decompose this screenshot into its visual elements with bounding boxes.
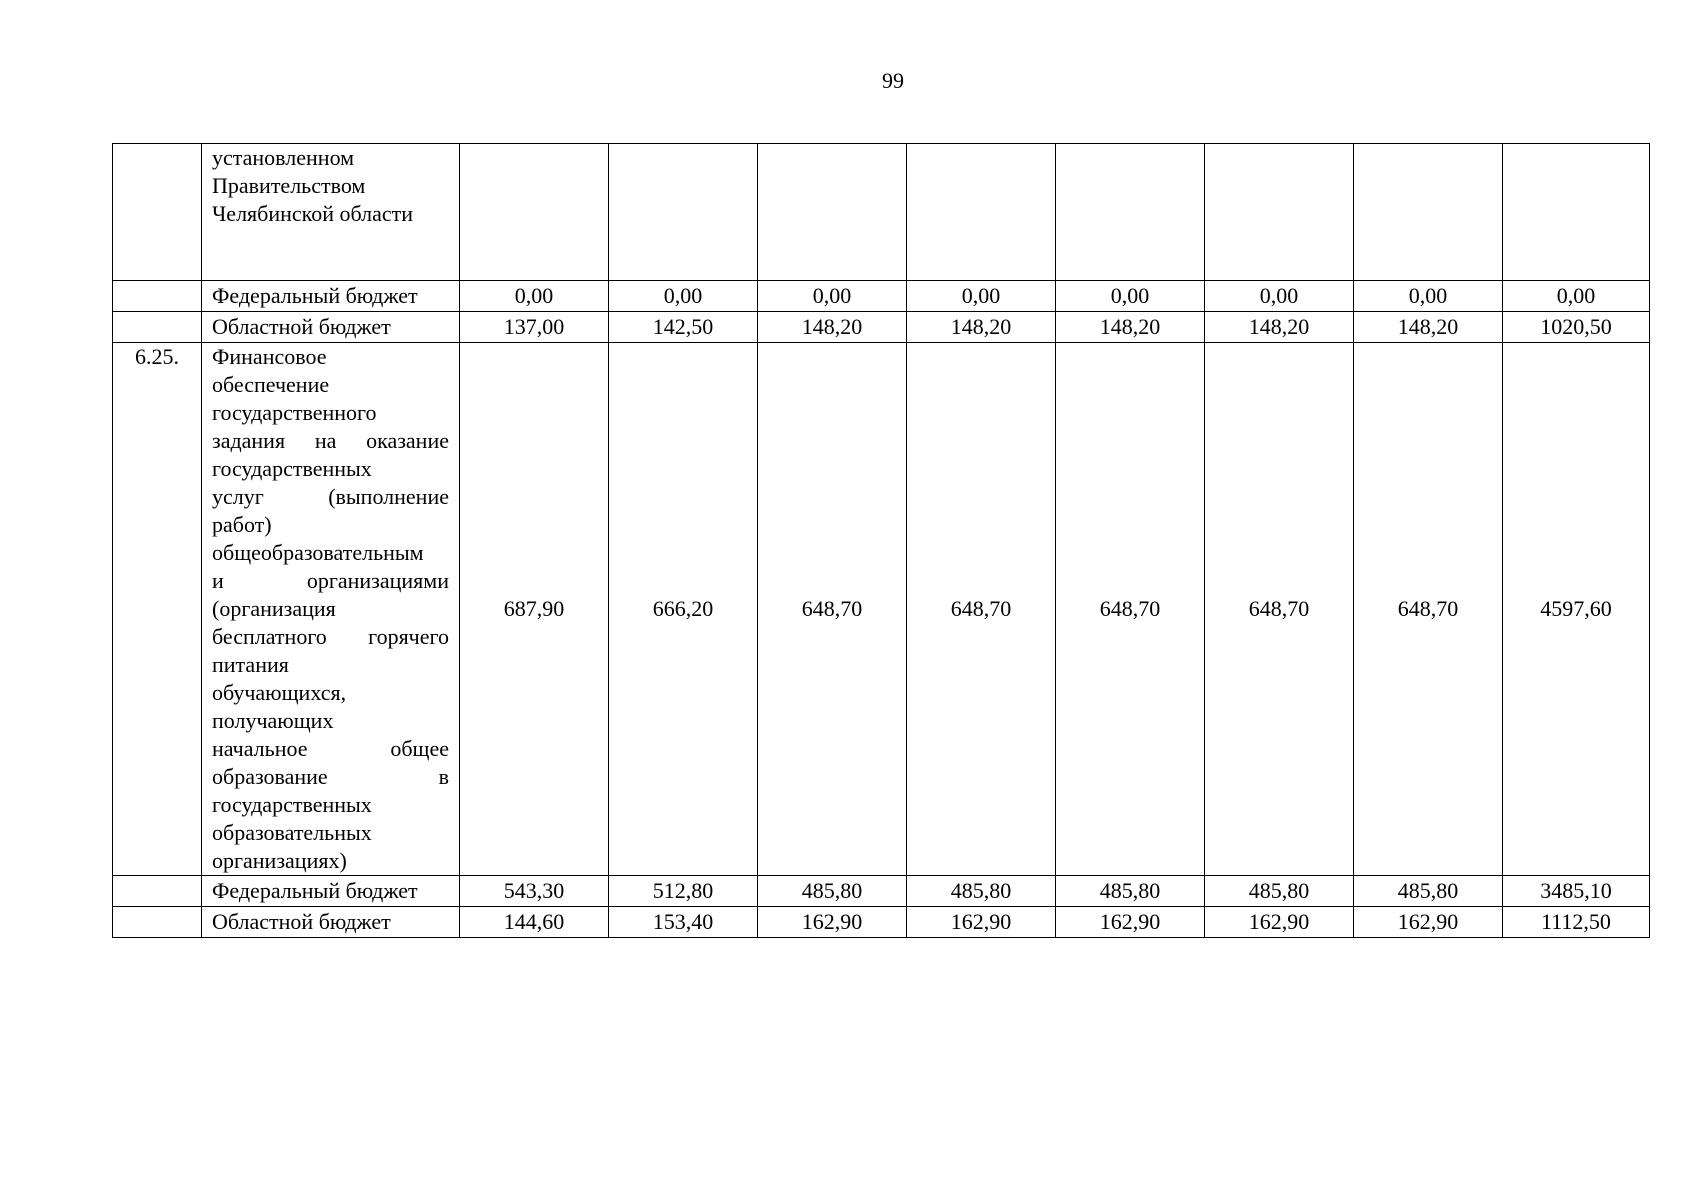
- value-cell: 648,70: [1354, 343, 1503, 876]
- row-index-cell: 6.25.: [113, 343, 202, 876]
- description-line: и организациями: [212, 568, 449, 593]
- table-row: [113, 343, 1650, 876]
- value-cell: 153,40: [609, 907, 758, 938]
- value-cell: 1112,50: [1503, 907, 1650, 938]
- description-line: государственного: [212, 400, 377, 425]
- table-row: [113, 281, 1650, 312]
- table-row: [113, 312, 1650, 343]
- description-line: обеспечение: [212, 372, 330, 397]
- row-description-cell: [202, 876, 460, 907]
- value-cell: 648,70: [1056, 343, 1205, 876]
- value-cell: 162,90: [1354, 907, 1503, 938]
- description-line: образование в: [212, 764, 449, 789]
- row-description-cell: [202, 144, 460, 281]
- page-number: 99: [882, 68, 904, 93]
- value-cell: [609, 144, 758, 281]
- value-cell: 485,80: [758, 876, 907, 907]
- description-line: услуг (выполнение: [212, 484, 449, 509]
- description-line: установленном: [212, 145, 355, 170]
- value-cell: 0,00: [1205, 281, 1354, 312]
- value-cell: 666,20: [609, 343, 758, 876]
- row-description-cell: [202, 907, 460, 938]
- value-cell: 1020,50: [1503, 312, 1650, 343]
- value-cell: 0,00: [1503, 281, 1650, 312]
- value-cell: 162,90: [1056, 907, 1205, 938]
- description-line: получающих: [212, 708, 334, 733]
- row-index-cell: [113, 281, 202, 312]
- row-index-cell: [113, 907, 202, 938]
- value-cell: 648,70: [1205, 343, 1354, 876]
- description-line: Областной бюджет: [212, 314, 391, 339]
- value-cell: [460, 144, 609, 281]
- value-cell: 3485,10: [1503, 876, 1650, 907]
- value-cell: 543,30: [460, 876, 609, 907]
- description-line: Правительством: [212, 173, 366, 198]
- table-body: [113, 144, 1650, 938]
- value-cell: [1503, 144, 1650, 281]
- description-line: задания на оказание: [212, 428, 449, 453]
- value-cell: 137,00: [460, 312, 609, 343]
- table-row: [113, 907, 1650, 938]
- value-cell: 148,20: [758, 312, 907, 343]
- description-line: работ): [212, 512, 272, 537]
- description-line: начальное общее: [212, 736, 449, 761]
- value-cell: 0,00: [609, 281, 758, 312]
- value-cell: 162,90: [1205, 907, 1354, 938]
- value-cell: 687,90: [460, 343, 609, 876]
- value-cell: 485,80: [1205, 876, 1354, 907]
- value-cell: 148,20: [1056, 312, 1205, 343]
- description-line: обучающихся,: [212, 680, 347, 705]
- value-cell: 485,80: [1354, 876, 1503, 907]
- row-index-cell: [113, 312, 202, 343]
- value-cell: 648,70: [758, 343, 907, 876]
- row-index-cell: [113, 876, 202, 907]
- table-row: [113, 876, 1650, 907]
- description-line: общеобразовательным: [212, 540, 424, 565]
- description-line: Областной бюджет: [212, 909, 391, 934]
- value-cell: 0,00: [1056, 281, 1205, 312]
- budget-table: [112, 143, 1650, 938]
- row-index-cell: [113, 144, 202, 281]
- value-cell: 162,90: [758, 907, 907, 938]
- row-description-cell: [202, 312, 460, 343]
- value-cell: 485,80: [907, 876, 1056, 907]
- row-description-cell: [202, 343, 460, 876]
- value-cell: 144,60: [460, 907, 609, 938]
- description-line: (организация: [212, 596, 336, 621]
- value-cell: 0,00: [907, 281, 1056, 312]
- value-cell: [758, 144, 907, 281]
- value-cell: 142,50: [609, 312, 758, 343]
- value-cell: [1205, 144, 1354, 281]
- description-line: Федеральный бюджет: [212, 878, 418, 903]
- value-cell: [1354, 144, 1503, 281]
- value-cell: 0,00: [1354, 281, 1503, 312]
- value-cell: [907, 144, 1056, 281]
- value-cell: 162,90: [907, 907, 1056, 938]
- value-cell: 485,80: [1056, 876, 1205, 907]
- value-cell: 648,70: [907, 343, 1056, 876]
- description-line: Финансовое: [212, 344, 327, 369]
- description-line: Челябинской области: [212, 201, 414, 226]
- description-line: государственных: [212, 792, 372, 817]
- row-description-cell: [202, 281, 460, 312]
- value-cell: 148,20: [1354, 312, 1503, 343]
- description-line: питания: [212, 652, 289, 677]
- value-cell: 0,00: [758, 281, 907, 312]
- description-line: образовательных: [212, 820, 372, 845]
- value-cell: 4597,60: [1503, 343, 1650, 876]
- description-line: организациях): [212, 848, 347, 873]
- description-line: Федеральный бюджет: [212, 283, 418, 308]
- description-line: государственных: [212, 456, 372, 481]
- value-cell: 0,00: [460, 281, 609, 312]
- value-cell: 512,80: [609, 876, 758, 907]
- value-cell: 148,20: [907, 312, 1056, 343]
- value-cell: [1056, 144, 1205, 281]
- description-line: бесплатного горячего: [212, 624, 449, 649]
- value-cell: 148,20: [1205, 312, 1354, 343]
- table-row: [113, 144, 1650, 281]
